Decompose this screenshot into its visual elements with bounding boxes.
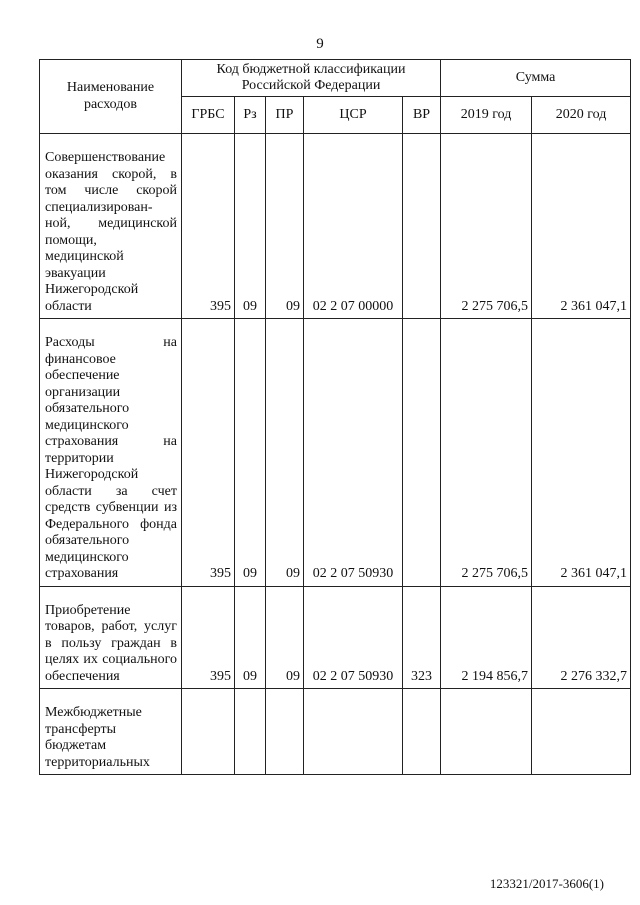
row-vr — [403, 134, 441, 319]
row-name: Расходы на финансовое обеспечение организации обязательного медицинского страхования на территории Нижегородской области за счет средств субвенции из Федерального фонда обязательного медицинского страхования — [40, 319, 182, 587]
row-vr: 323 — [403, 586, 441, 689]
row-rz — [235, 689, 266, 775]
row-csr: 02 2 07 00000 — [304, 134, 403, 319]
row-name: Межбюджетные трансферты бюджетам территориальных — [40, 689, 182, 775]
row-name: Совершенствование оказания скорой, в том числе скорой специализирован-ной, медицинской помощи, медицинской эвакуации Нижегородской области — [40, 134, 182, 319]
table-row — [40, 689, 631, 775]
row-2019 — [441, 689, 532, 775]
row-pr — [266, 689, 304, 775]
row-2019: 2 275 706,5 — [441, 319, 532, 587]
header-pr: ПР — [266, 97, 304, 134]
table-row — [40, 134, 631, 319]
header-rz: Рз — [235, 97, 266, 134]
row-2019: 2 194 856,7 — [441, 586, 532, 689]
row-rz: 09 — [235, 586, 266, 689]
header-2020: 2020 год — [532, 97, 631, 134]
row-pr: 09 — [266, 586, 304, 689]
row-grbs: 395 — [182, 586, 235, 689]
row-grbs: 395 — [182, 134, 235, 319]
header-code-group: Код бюджетной классификации Российской Федерации — [182, 60, 441, 97]
header-vr: ВР — [403, 97, 441, 134]
header-name: Наименование расходов — [40, 60, 182, 134]
row-2020 — [532, 689, 631, 775]
row-csr: 02 2 07 50930 — [304, 586, 403, 689]
row-grbs: 395 — [182, 319, 235, 587]
header-grbs: ГРБС — [182, 97, 235, 134]
row-pr: 09 — [266, 319, 304, 587]
header-2019: 2019 год — [441, 97, 532, 134]
row-pr: 09 — [266, 134, 304, 319]
page-number: 9 — [316, 36, 324, 52]
table-row — [40, 319, 631, 587]
document-footer-code: 123321/2017-3606(1) — [489, 876, 604, 891]
row-rz: 09 — [235, 134, 266, 319]
row-vr — [403, 689, 441, 775]
row-csr — [304, 689, 403, 775]
header-sum-group: Сумма — [441, 60, 631, 97]
table-row — [40, 586, 631, 689]
row-grbs — [182, 689, 235, 775]
row-2020: 2 361 047,1 — [532, 134, 631, 319]
row-2020: 2 276 332,7 — [532, 586, 631, 689]
budget-table — [39, 59, 631, 775]
row-2020: 2 361 047,1 — [532, 319, 631, 587]
header-csr: ЦСР — [304, 97, 403, 134]
row-csr: 02 2 07 50930 — [304, 319, 403, 587]
row-2019: 2 275 706,5 — [441, 134, 532, 319]
row-name: Приобретение товаров, работ, услуг в пользу граждан в целях их социального обеспечения — [40, 586, 182, 689]
row-rz: 09 — [235, 319, 266, 587]
row-vr — [403, 319, 441, 587]
